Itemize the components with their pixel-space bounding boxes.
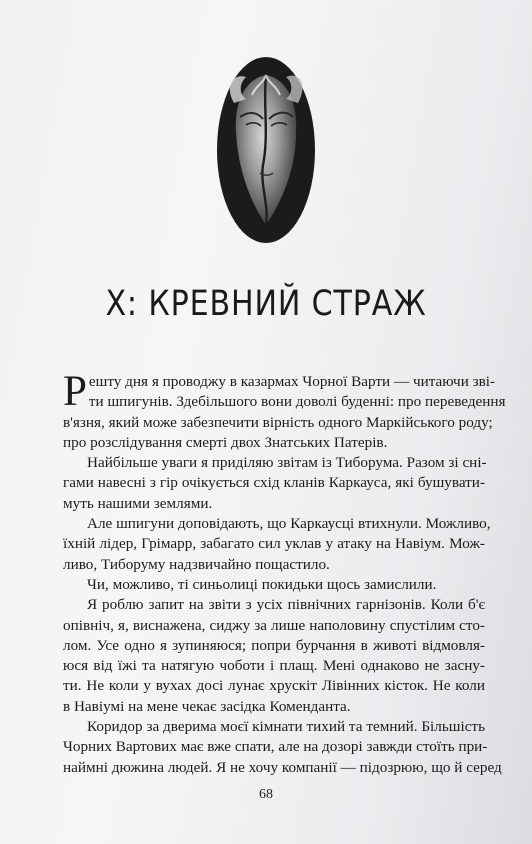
page-number: 68: [259, 787, 273, 802]
mask-emblem-icon: [216, 55, 316, 245]
text-line: Чи, можливо, ті синьолиці покидьки щось замислили.: [87, 575, 437, 593]
text-line: ешту дня я проводжу в казармах Чорної Варти — читаючи зві-: [88, 373, 496, 390]
text-line: ливо, Тиборуму надзвичайно пощастило.: [63, 555, 330, 573]
chapter-title: X: КРЕВНИЙ СТРАЖ: [105, 284, 427, 324]
text-line: Але шпигуни доповідають, що Каркаусці втихнули. Можливо,: [87, 515, 491, 533]
drop-cap: Р: [63, 368, 87, 415]
text-line: в'язня, який може забезпечити вірність одного Маркійського роду;: [63, 413, 493, 431]
text-line: Чорних Вартових має вже спати, але на дозорі завжди стоїть при-: [63, 738, 488, 756]
text-line: ти шпигунів. Здебільшого вони доволі буденні: про переведення: [88, 393, 506, 411]
text-line: їхній лідер, Грімарр, забагато сил уклав у атаку на Навіум. Мож-: [63, 535, 485, 553]
text-line: муть нашими землями.: [63, 494, 213, 512]
text-line: Я роблю запит на звіти з усіх північних гарнізонів. Коли б'є: [87, 596, 485, 614]
text-line: Найбільше уваги я приділяю звітам із Тиборума. Разом зі сні-: [87, 454, 487, 472]
text-line: ти. Не коли у вухах досі лунає хрускіт Лівінних кісток. Не коли: [63, 677, 485, 695]
text-line: в Навіумі на мене чекає засідка Коменданта.: [63, 697, 351, 715]
text-line: Коридор за дверима моєї кімнати тихий та темний. Більшість: [87, 718, 485, 736]
chapter-body-text: [63, 368, 506, 778]
text-line: про розслідування смерті двох Знатських Патерів.: [63, 433, 388, 451]
text-line: гами навесні з гір очікується схід кланів Каркауса, які бушувати-: [63, 474, 485, 492]
text-line: наймні дюжина людей. Я не хочу компанії — підозрюю, що й серед: [63, 758, 502, 776]
text-line: лом. Усе одно я зупиняюся; попри бурчання в животі відмовля-: [63, 636, 485, 654]
text-line: опівніч, я, виснажена, сиджу за лише наполовину спустілим сто-: [63, 616, 485, 634]
text-line: юся від їжі та натягую чоботи і плащ. Мені однаково не засну-: [63, 657, 485, 675]
